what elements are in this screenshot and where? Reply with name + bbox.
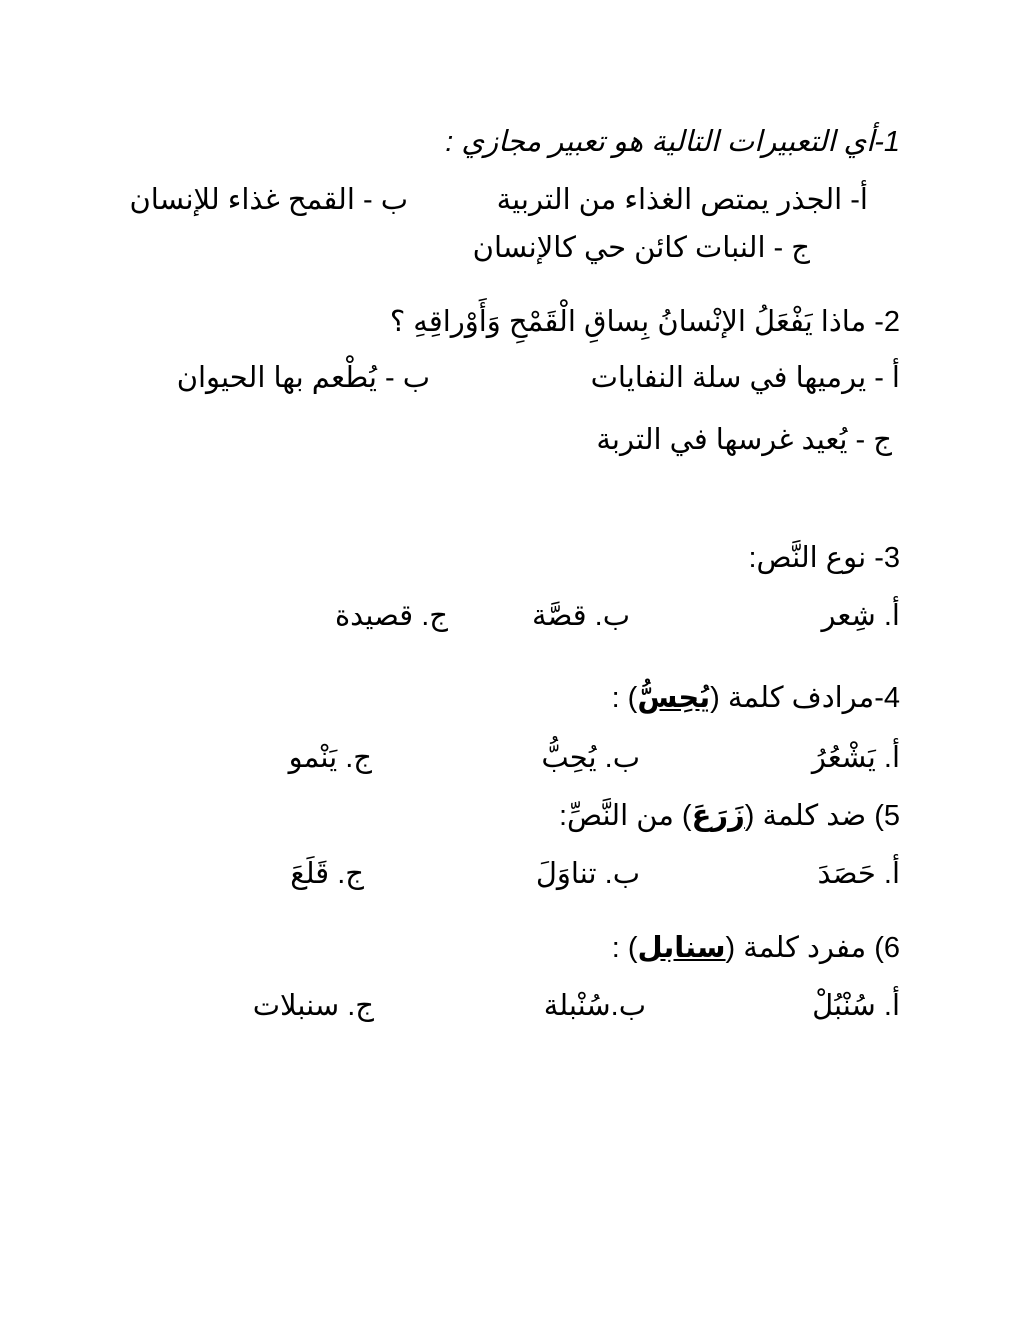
question-4-option-b: ب. يُحِبُّ	[541, 742, 640, 774]
question-5-option-c: ج. قَلَعَ	[290, 858, 364, 890]
question-1-option-b: ب - القمح غذاء للإنسان	[129, 184, 408, 216]
question-6-option-b: ب.سُنْبلة	[543, 990, 646, 1022]
question-2-option-b: ب - يُطْعم بها الحيوان	[176, 362, 430, 394]
question-3-option-b: ب. قصَّة	[532, 600, 630, 632]
question-2-option-a: أ - يرميها في سلة النفايات	[590, 362, 900, 394]
question-1-text: 1-أي التعبيرات التالية هو تعبير مجازي :	[445, 126, 900, 158]
question-3-option-a: أ. شِعر	[821, 600, 900, 632]
question-5-keyword: زَرَعَ	[691, 800, 745, 832]
question-4-option-a: أ. يَشْعُرُ	[811, 742, 900, 774]
question-6-keyword: سنابل	[637, 932, 726, 964]
question-5-option-b: ب. تناوَلَ	[535, 858, 640, 890]
question-4-option-c: ج. يَنْمو	[288, 742, 372, 774]
question-2-option-c: ج - يُعيد غرسها في التربة	[596, 424, 892, 456]
question-4-keyword: يُحِسُّ	[637, 682, 711, 714]
question-5-text: 5) ضد كلمة (زَرَعَ) من النَّصِّ:	[558, 800, 900, 832]
question-6-option-a: أ. سُنْبُلْ	[812, 990, 900, 1022]
question-5-option-a: أ. حَصَدَ	[817, 858, 900, 890]
question-3-option-c: ج. قصيدة	[334, 600, 448, 632]
question-1-option-a: أ- الجذر يمتص الغذاء من التربية	[496, 184, 868, 216]
question-6-option-c: ج. سنبلات	[252, 990, 374, 1022]
question-6-text: 6) مفرد كلمة (سنابل) :	[611, 932, 900, 964]
question-4-text: 4-مرادف كلمة (يُحِسُّ) :	[611, 682, 900, 714]
question-2-text: 2- ماذا يَفْعَلُ الإنْسانُ بِساقِ الْقَمْحِ وَأَوْراقِهِ ؟	[389, 306, 900, 338]
question-1-option-c: ج - النبات كائن حي كالإنسان	[472, 232, 810, 264]
question-3-text: 3- نوع النَّص:	[748, 542, 900, 574]
